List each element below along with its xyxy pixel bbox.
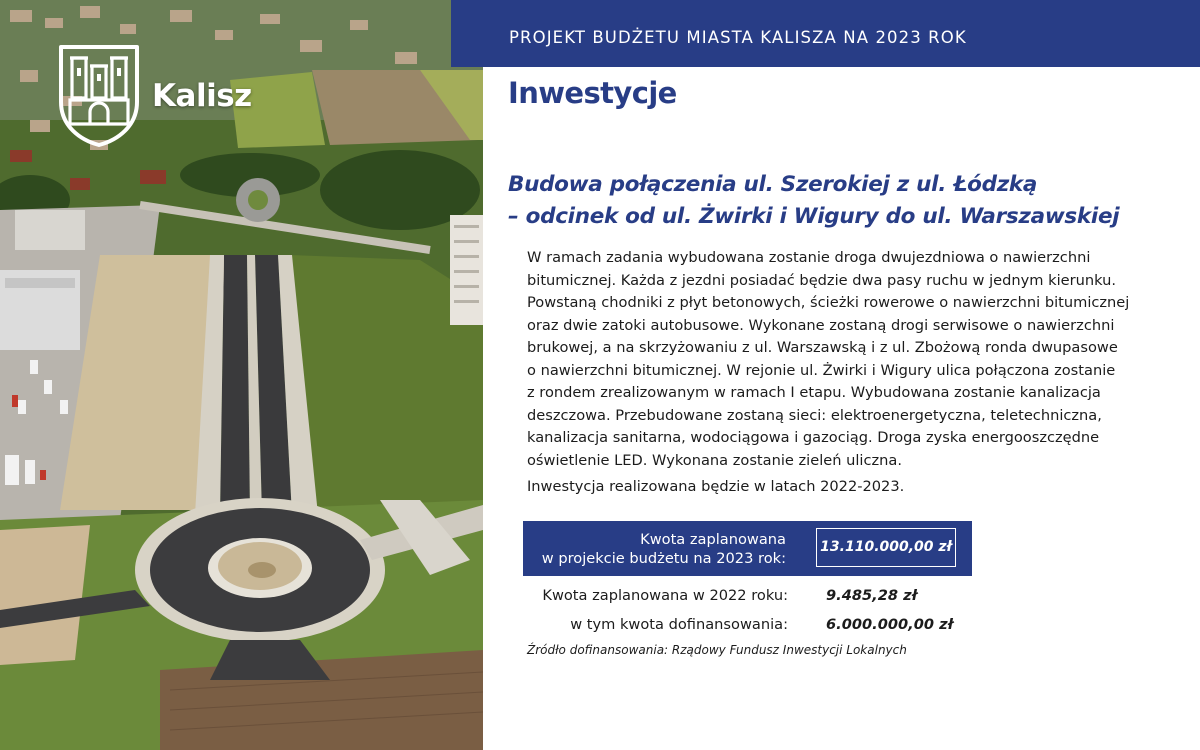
- cofinancing-row: [523, 616, 972, 640]
- logo-text: Kalisz: [152, 78, 252, 114]
- description-line: brukowej, a na skrzyżowaniu z ul. Warszawską i z ul. Zbożową ronda dwupasowe: [527, 339, 1118, 356]
- planned-2023-label-line: w projekcie budżetu na 2023 rok:: [541, 550, 786, 567]
- description-line: z rondem zrealizowanym w ramach I etapu. Wybudowana zostanie kanalizacja: [527, 384, 1101, 401]
- section-title: Inwestycje: [508, 76, 677, 110]
- cofinancing-value: 6.000.000,00 zł: [826, 616, 954, 633]
- description-line: oraz dwie zatoki autobusowe. Wykonane zostaną drogi serwisowe o nawierzchni: [527, 316, 1115, 334]
- cofinancing-label: w tym kwota dofinansowania:: [570, 616, 788, 633]
- project-description: [527, 247, 1177, 472]
- description-line: bitumicznej. Każda z jezdni posiadać będzie dwa pasy ruchu w jednym kierunku.: [527, 271, 1117, 289]
- project-title: [508, 169, 1188, 233]
- description-line: deszczowa. Przebudowane zostaną sieci: elektroenergetyczna, teletechniczna,: [527, 406, 1102, 424]
- project-title-line: Budowa połączenia ul. Szerokiej z ul. Łódzką: [508, 172, 1038, 197]
- planned-2023-label-line: Kwota zaplanowana: [640, 531, 786, 548]
- description-line: Powstaną chodniki z płyt betonowych, ścieżki rowerowe o nawierzchni bitumicznej: [527, 294, 1130, 311]
- investment-period: Inwestycja realizowana będzie w latach 2022-2023.: [527, 478, 905, 495]
- planned-2023-label: [542, 530, 786, 568]
- aerial-roundabout-photo: [0, 0, 483, 750]
- planned-2022-value: 9.485,28 zł: [826, 587, 918, 604]
- description-line: kanalizacja sanitarna, wodociągowa i gazociąg. Droga zyska energooszczędne: [527, 429, 1100, 446]
- cofinancing-source-note: Źródło dofinansowania: Rządowy Fundusz Inwestycji Lokalnych: [527, 643, 907, 657]
- planned-2022-row: [523, 587, 972, 611]
- description-line: W ramach zadania wybudowana zostanie droga dwujezdniowa o nawierzchni: [527, 249, 1091, 266]
- planned-2023-value: 13.110.000,00 zł: [816, 528, 956, 567]
- description-line: oświetlenie LED. Wykonana zostanie zieleń uliczna.: [527, 451, 903, 469]
- project-title-line: – odcinek od ul. Żwirki i Wigury do ul. Warszawskiej: [508, 204, 1120, 229]
- planned-2022-label: Kwota zaplanowana w 2022 roku:: [542, 587, 788, 604]
- header-band: [451, 0, 1200, 67]
- planned-2023-amount-box: [523, 521, 972, 576]
- kalisz-coat-of-arms-icon: [58, 44, 140, 148]
- header-band-title: PROJEKT BUDŻETU MIASTA KALISZA NA 2023 ROK: [509, 28, 967, 47]
- description-line: o nawierzchni bitumicznej. W rejonie ul. Żwirki i Wigury ulica połączona zostanie: [527, 361, 1116, 379]
